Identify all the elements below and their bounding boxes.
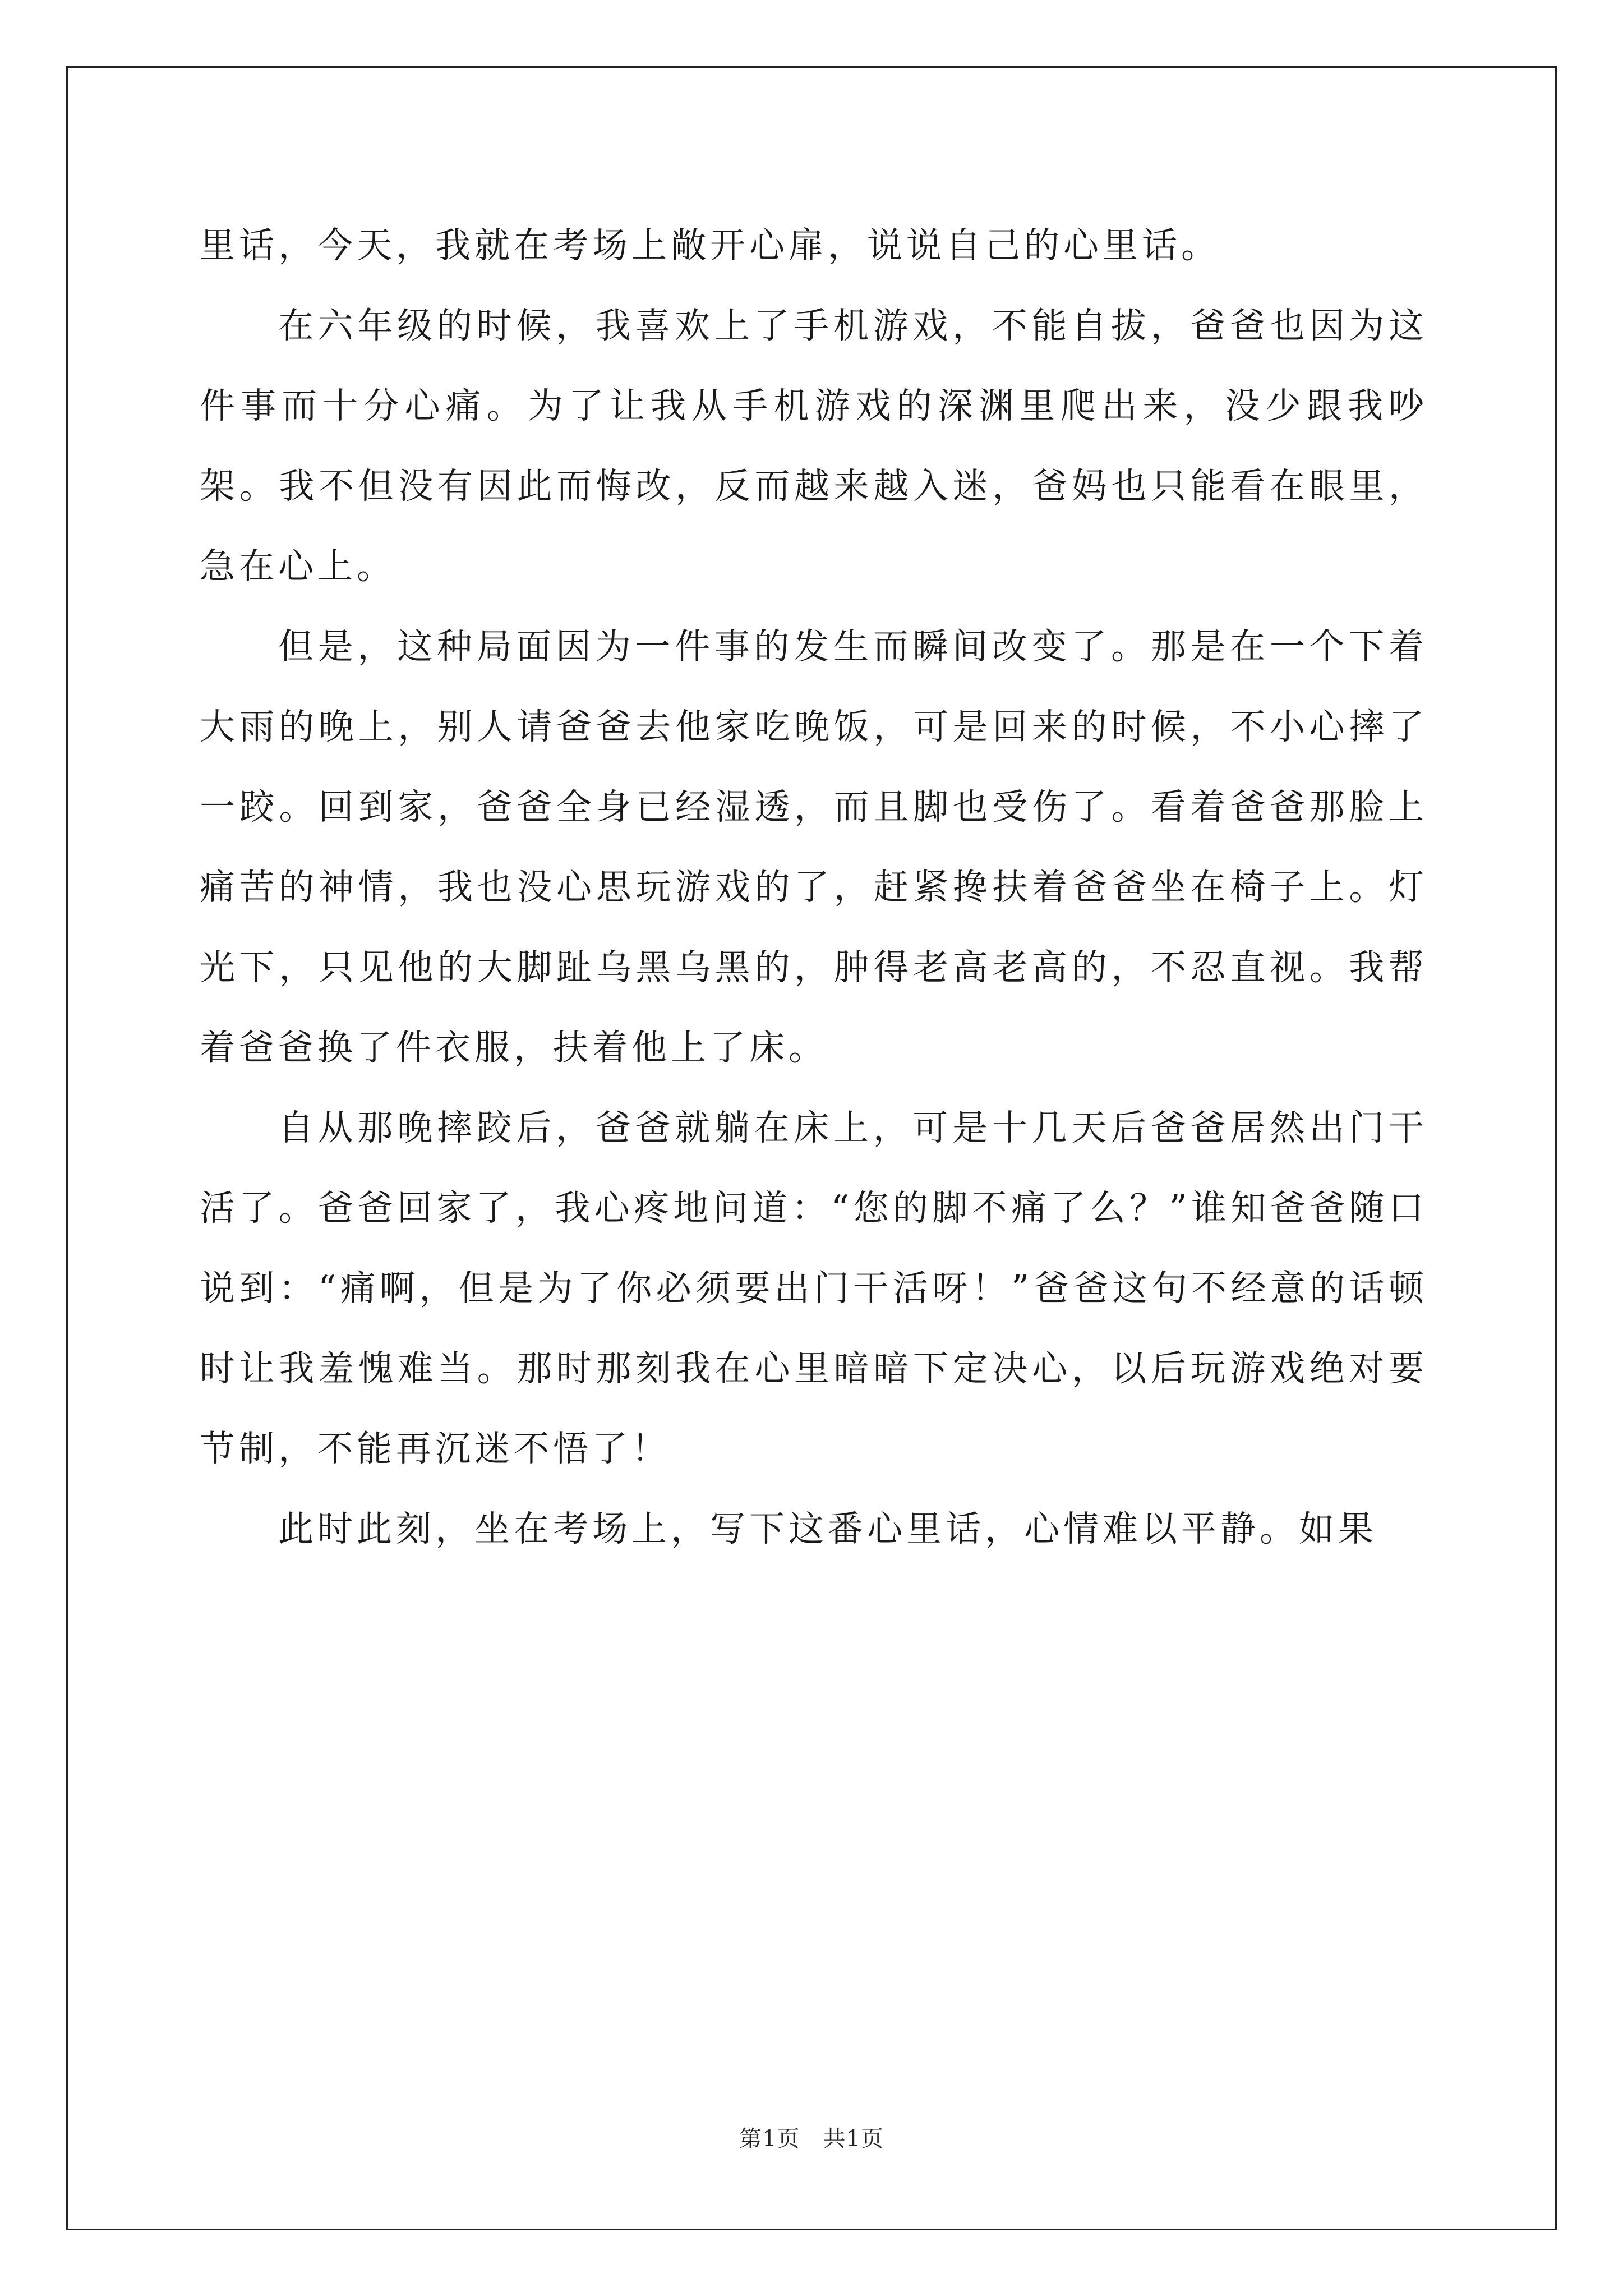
paragraph-1: 里话，今天，我就在考场上敞开心扉，说说自己的心里话。 <box>200 225 1220 266</box>
paragraph-4: 自从那晚摔跤后，爸爸就躺在床上，可是十几天后爸爸居然出门干活了。爸爸回家了，我心疼地问道：“您的脚不痛了么？”谁知爸爸随口说到：“痛啊，但是为了你必须要出门干活呀！”爸爸这句不经意的话顿时让我羞愧难当。那时那刻我在心里暗暗下定决心，以后玩游戏绝对要节制，不能再沉迷不悟了！ <box>200 1107 1428 1469</box>
document-body <box>200 205 1428 1569</box>
page-number-footer: 第1页 共1页 <box>739 2126 884 2152</box>
paragraph-5: 此时此刻，坐在考场上，写下这番心里话，心情难以平静。如果 <box>278 1508 1377 1549</box>
paragraph-3: 但是，这种局面因为一件事的发生而瞬间改变了。那是在一个下着大雨的晚上，别人请爸爸去他家吃晚饭，可是回来的时候，不小心摔了一跤。回到家，爸爸全身已经湿透，而且脚也受伤了。看着爸爸那脸上痛苦的神情，我也没心思玩游戏的了，赶紧搀扶着爸爸坐在椅子上。灯光下，只见他的大脚趾乌黑乌黑的，肿得老高老高的，不忍直视。我帮着爸爸换了件衣服，扶着他上了床。 <box>200 626 1428 1068</box>
paragraph-2: 在六年级的时候，我喜欢上了手机游戏，不能自拔，爸爸也因为这件事而十分心痛。为了让我从手机游戏的深渊里爬出来，没少跟我吵架。我不但没有因此而悔改，反而越来越入迷，爸妈也只能看在眼里，急在心上。 <box>200 305 1428 587</box>
